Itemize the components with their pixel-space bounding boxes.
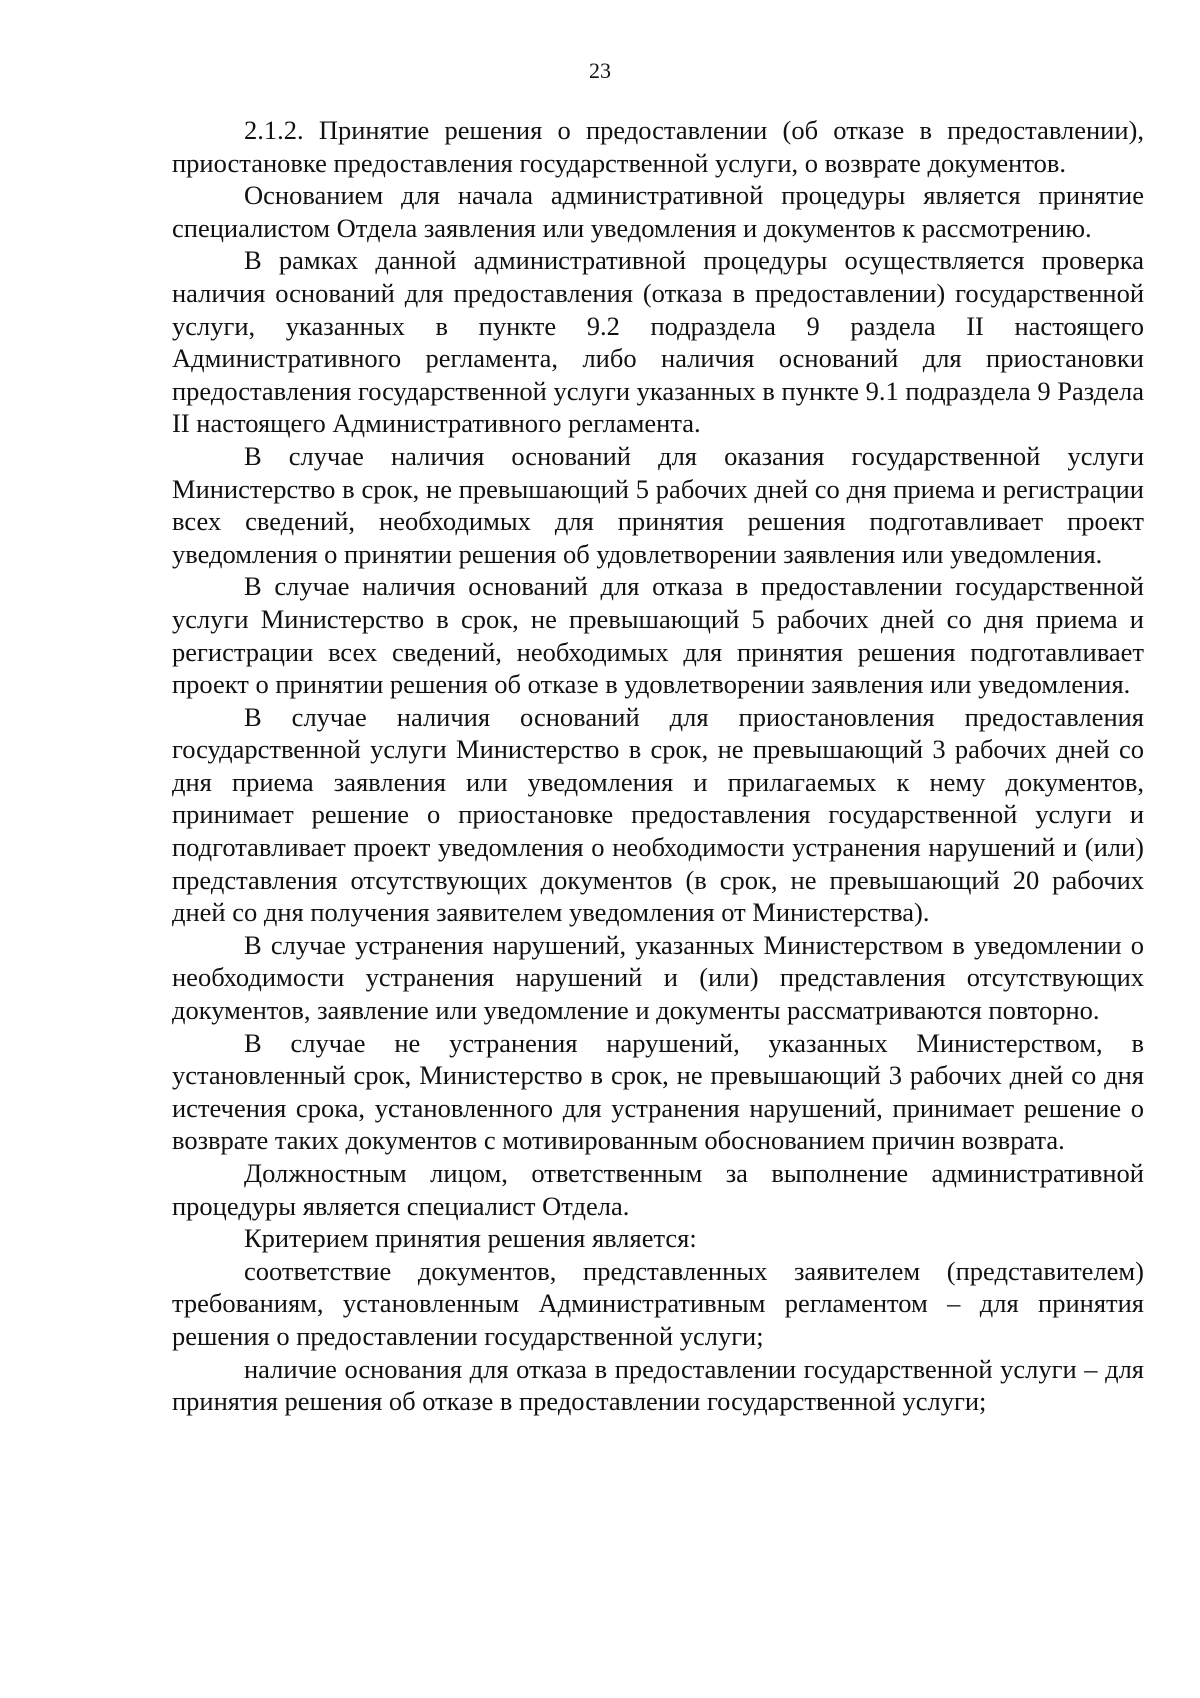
paragraph-suspension-case: В случае наличия оснований для приостановления предоставления государственной услуги Министерство в срок, не превышающий 3 рабочих дней со дня приема заявления или уведомления и прилагаемых к нему документов, принимает решение о приостановке предоставления государственной услуги и подготавливает проект уведомления о необходимости устранения нарушений и (или) представления отсутствующих документов (в срок, не превышающий 20 рабочих дней со дня получения заявителем уведомления от Министерства). (172, 701, 1144, 928)
document-body (172, 114, 1144, 1418)
paragraph-verification: В рамках данной административной процедуры осуществляется проверка наличия оснований для предоставления (отказа в предоставлении) государственной услуги, указанных в пункте 9.2 подраздела 9 раздела II настоящего Административного регламента, либо наличия оснований для приостановки предоставления государственной услуги указанных в пункте 9.1 подраздела 9 Раздела II настоящего Административного регламента. (172, 245, 1144, 439)
paragraph-remedied-case: В случае устранения нарушений, указанных Министерством в уведомлении о необходимости устранения нарушений и (или) представления отсутствующих документов, заявление или уведомление и документы рассматриваются повторно. (172, 929, 1144, 1026)
paragraph-not-remedied-case: В случае не устранения нарушений, указанных Министерством, в установленный срок, Министерство в срок, не превышающий 3 рабочих дней со дня истечения срока, установленного для устранения нарушений, принимает решение о возврате таких документов с мотивированным обоснованием причин возврата. (172, 1027, 1144, 1156)
paragraph-criterion-refusal: наличие основания для отказа в предоставлении государственной услуги – для принятия решения об отказе в предоставлении государственной услуги; (172, 1353, 1144, 1417)
paragraph-section-heading: 2.1.2. Принятие решения о предоставлении (об отказе в предоставлении), приостановке предоставления государственной услуги, о возврате документов. (172, 115, 1144, 178)
paragraph-responsible-official: Должностным лицом, ответственным за выполнение административной процедуры является специалист Отдела. (172, 1158, 1144, 1221)
paragraph-refusal-case: В случае наличия оснований для отказа в предоставлении государственной услуги Министерство в срок, не превышающий 5 рабочих дней со дня приема и регистрации всех сведений, необходимых для принятия решения подготавливает проект о принятии решения об отказе в удовлетворении заявления или уведомления. (172, 571, 1144, 700)
paragraph-criterion-grant: соответствие документов, представленных заявителем (представителем) требованиям, установленным Административным регламентом – для принятия решения о предоставлении государственной услуги; (172, 1255, 1144, 1351)
page-number: 23 (589, 58, 611, 83)
paragraph-grounds: Основанием для начала административной процедуры является принятие специалистом Отдела заявления или уведомления и документов к рассмотрению. (172, 180, 1144, 243)
paragraph-grant-case: В случае наличия оснований для оказания государственной услуги Министерство в срок, не превышающий 5 рабочих дней со дня приема и регистрации всех сведений, необходимых для принятия решения подготавливает проект уведомления о принятии решения об удовлетворении заявления или уведомления. (172, 440, 1144, 569)
paragraph-criterion-intro: Критерием принятия решения является: (244, 1223, 697, 1254)
